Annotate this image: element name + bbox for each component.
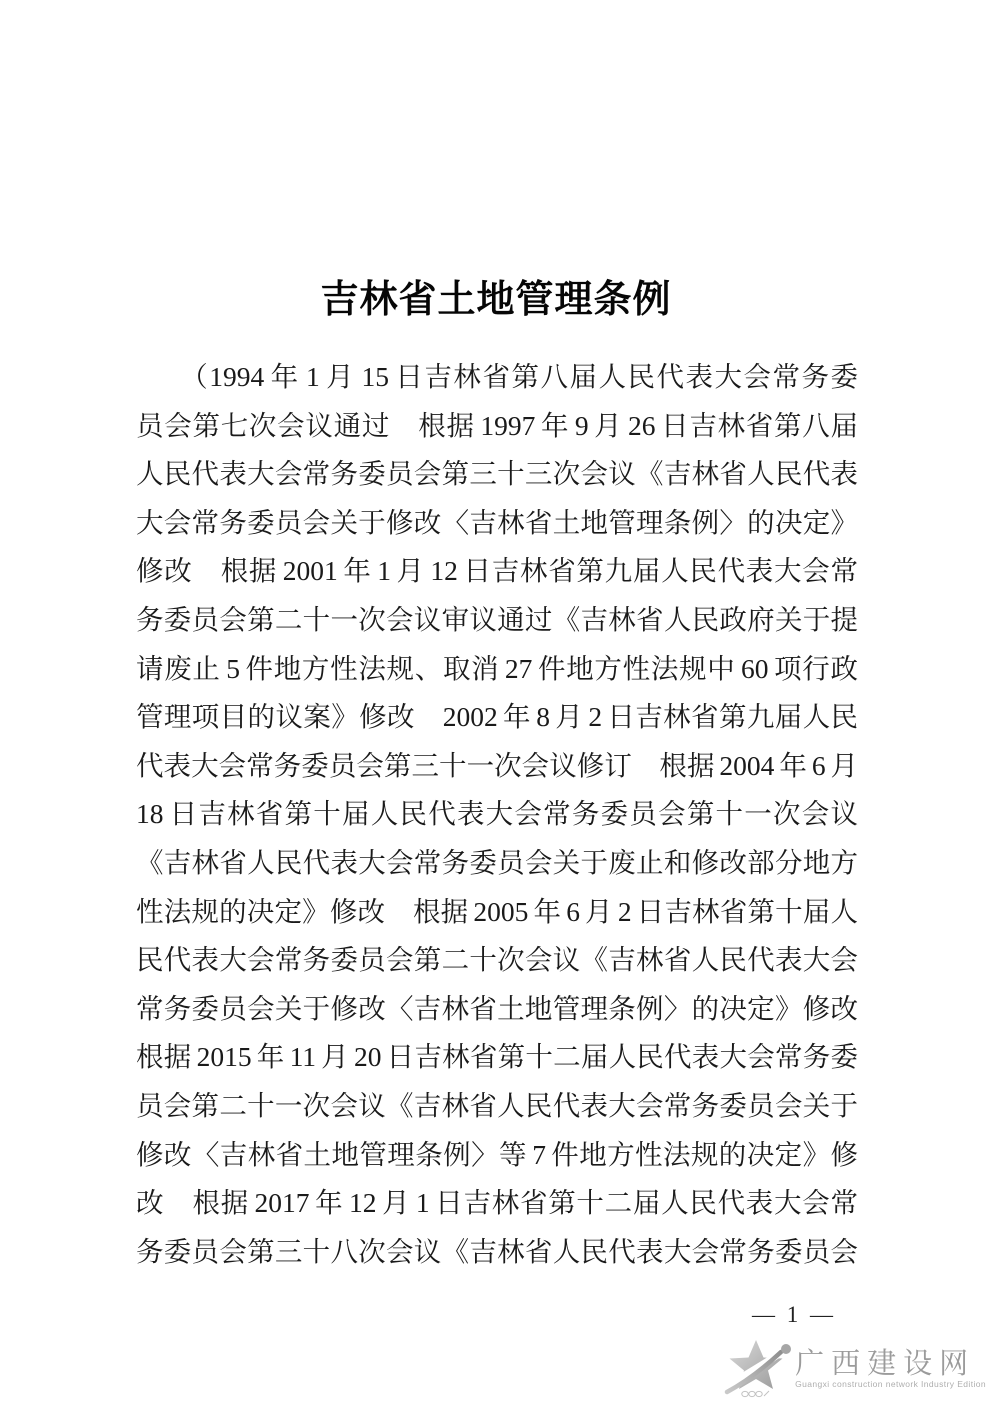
star-swoosh-icon <box>723 1338 793 1400</box>
body-line: 18 日吉林省第十届人民代表大会常务委员会第十一次会议 <box>136 798 858 830</box>
body-line: 管理项目的议案》修改 2002 年 8 月 2 日吉林省第九届人民 <box>136 701 858 733</box>
body-line: 人民代表大会常务委员会第三十三次会议《吉林省人民代表 <box>136 458 858 490</box>
body-line: 大会常务委员会关于修改〈吉林省土地管理条例〉的决定》 <box>136 506 858 538</box>
body-line: 民代表大会常务委员会第二十次会议《吉林省人民代表大会 <box>136 944 858 976</box>
watermark-text-block <box>795 1349 986 1390</box>
body-line: 修改〈吉林省土地管理条例〉等 7 件地方性法规的决定》修 <box>136 1138 858 1170</box>
body-line: 务委员会第二十一次会议审议通过《吉林省人民政府关于提 <box>136 603 858 635</box>
body-paragraph <box>136 353 858 1276</box>
body-line: 性法规的决定》修改 根据 2005 年 6 月 2 日吉林省第十届人 <box>136 895 858 927</box>
body-line: 《吉林省人民代表大会常务委员会关于废止和修改部分地方 <box>136 846 858 878</box>
body-line: 员会第二十一次会议《吉林省人民代表大会常务委员会关于 <box>136 1089 858 1121</box>
watermark-site-tagline: Guangxi construction network Industry Edition <box>795 1378 986 1389</box>
body-line: 根据 2015 年 11 月 20 日吉林省第十二届人民代表大会常务委 <box>136 1041 858 1073</box>
body-line: （1994 年 1 月 15 日吉林省第八届人民代表大会常务委 <box>136 361 858 392</box>
watermark-logo <box>723 1338 986 1400</box>
body-line: 改 根据 2017 年 12 月 1 日吉林省第十二届人民代表大会常 <box>136 1187 858 1219</box>
body-line: 务委员会第三十八次会议《吉林省人民代表大会常务委员会 <box>136 1235 858 1267</box>
watermark-site-name: 广西建设网 <box>795 1347 976 1380</box>
body-line: 请废止 5 件地方性法规、取消 27 件地方性法规中 60 项行政 <box>136 652 858 684</box>
page-title: 吉林省土地管理条例 <box>320 277 672 321</box>
body-line: 常务委员会关于修改〈吉林省土地管理条例〉的决定》修改 <box>136 992 858 1024</box>
body-line: 修改 根据 2001 年 1 月 12 日吉林省第九届人民代表大会常 <box>136 555 858 587</box>
page-number: — 1 — <box>752 1302 836 1327</box>
body-line: 员会第七次会议通过 根据 1997 年 9 月 26 日吉林省第八届 <box>136 409 858 441</box>
body-line: 代表大会常务委员会第三十一次会议修订 根据 2004 年 6 月 <box>136 749 858 781</box>
